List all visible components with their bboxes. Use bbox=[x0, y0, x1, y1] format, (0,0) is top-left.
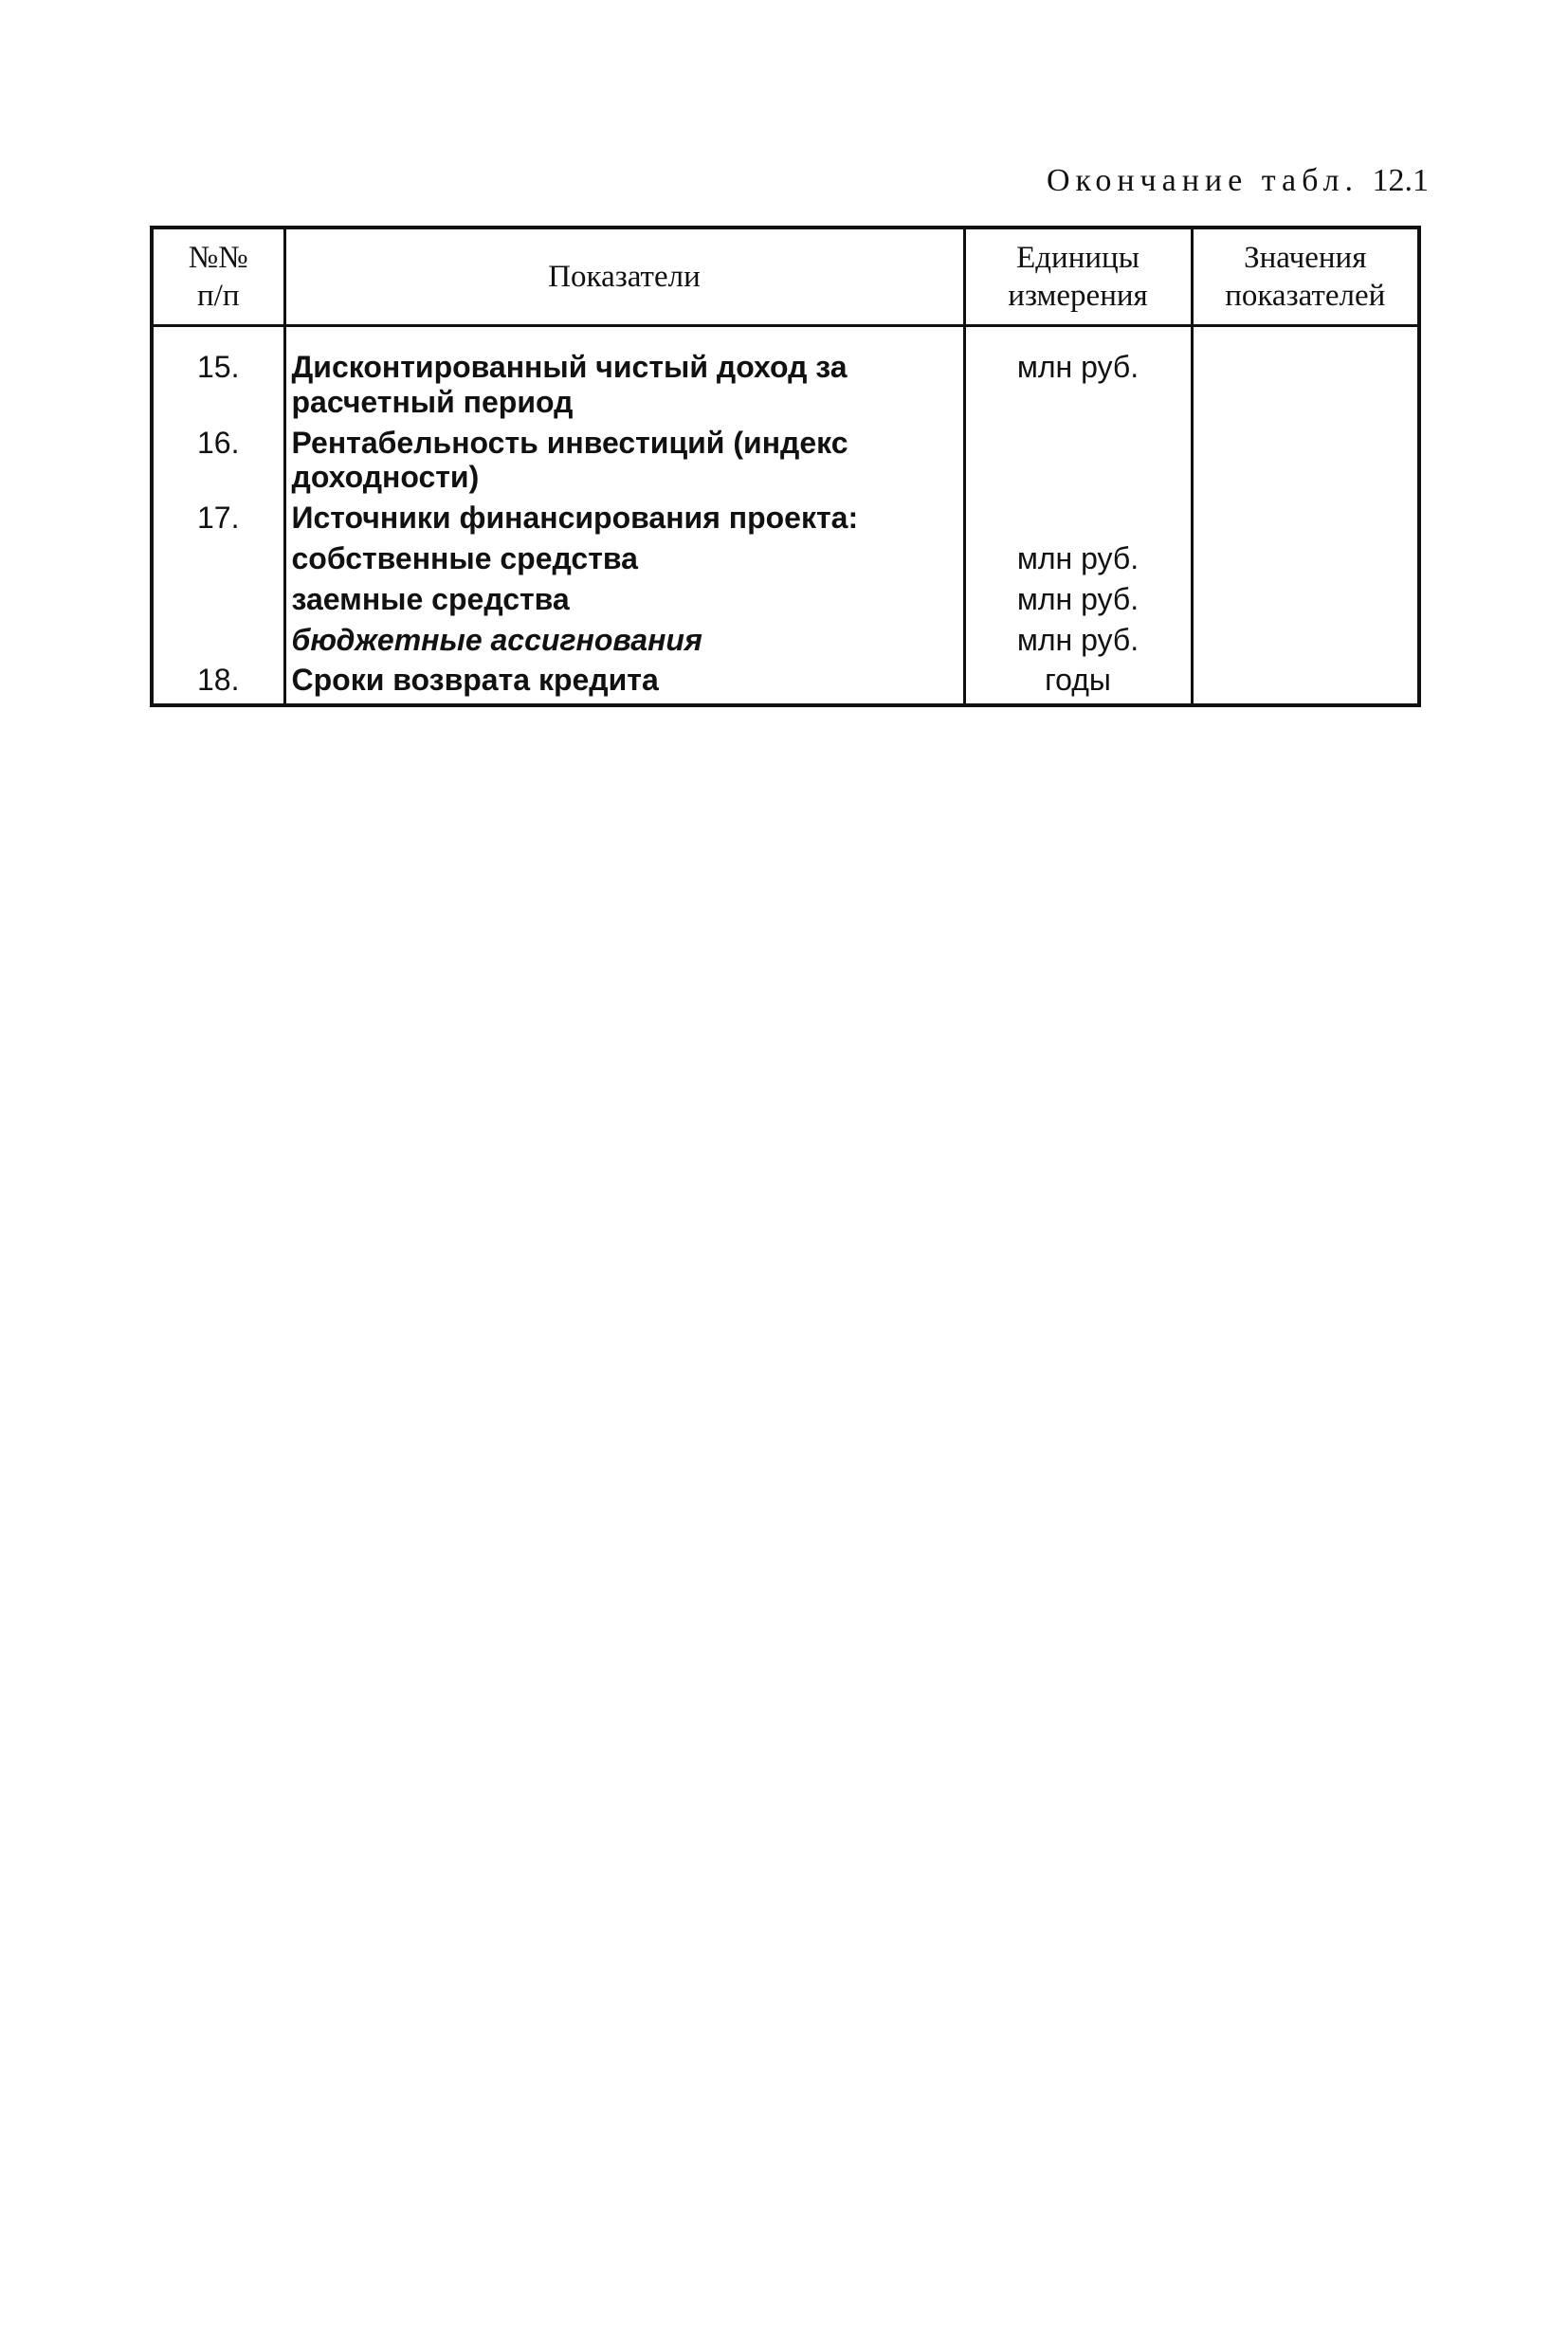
row-number bbox=[152, 620, 284, 661]
row-unit: млн руб. bbox=[964, 620, 1192, 661]
caption-number: 12.1 bbox=[1372, 163, 1429, 198]
row-indicator: заемные средства bbox=[284, 579, 964, 620]
table-row bbox=[152, 538, 1419, 579]
row-indicator: собственные средства bbox=[284, 538, 964, 579]
header-value-line2: показателей bbox=[1225, 279, 1386, 313]
row-value bbox=[1192, 538, 1419, 579]
table-row bbox=[152, 620, 1419, 661]
row-number bbox=[152, 579, 284, 620]
indicators-table bbox=[150, 226, 1421, 707]
row-unit: млн руб. bbox=[964, 538, 1192, 579]
header-name: Показатели bbox=[284, 228, 964, 326]
table-caption bbox=[1047, 163, 1429, 199]
row-indicator: Источники финансирования проекта: bbox=[284, 498, 964, 538]
header-value-line1: Значения bbox=[1244, 240, 1367, 275]
row-indicator: бюджетные ассигнования bbox=[284, 620, 964, 661]
table-row bbox=[152, 579, 1419, 620]
row-unit: годы bbox=[964, 660, 1192, 705]
header-unit-line1: Единицы bbox=[1016, 240, 1140, 275]
header-unit-line2: измерения bbox=[1008, 279, 1148, 313]
row-unit bbox=[964, 498, 1192, 538]
row-number: 17. bbox=[152, 498, 284, 538]
row-indicator: Сроки возврата кредита bbox=[284, 660, 964, 705]
row-value bbox=[1192, 423, 1419, 499]
table-row bbox=[152, 660, 1419, 705]
row-value bbox=[1192, 498, 1419, 538]
caption-text: Окончание табл. bbox=[1047, 163, 1358, 198]
header-num-line2: п/п bbox=[197, 279, 240, 313]
row-indicator: Рентабельность инвестиций (индекс доходности) bbox=[284, 423, 964, 499]
header-num bbox=[152, 228, 284, 326]
row-value bbox=[1192, 326, 1419, 423]
row-number bbox=[152, 538, 284, 579]
row-number: 15. bbox=[152, 326, 284, 423]
row-unit: млн руб. bbox=[964, 326, 1192, 423]
header-num-line1: №№ bbox=[188, 240, 248, 275]
row-unit bbox=[964, 423, 1192, 499]
table-row bbox=[152, 498, 1419, 538]
header-unit bbox=[964, 228, 1192, 326]
header-value bbox=[1192, 228, 1419, 326]
row-indicator: Дисконтированный чистый доход за расчетный период bbox=[284, 326, 964, 423]
row-value bbox=[1192, 579, 1419, 620]
row-number: 16. bbox=[152, 423, 284, 499]
table-row bbox=[152, 423, 1419, 499]
row-value bbox=[1192, 620, 1419, 661]
table-body bbox=[152, 326, 1419, 706]
row-number: 18. bbox=[152, 660, 284, 705]
table-row bbox=[152, 326, 1419, 423]
row-unit: млн руб. bbox=[964, 579, 1192, 620]
row-value bbox=[1192, 660, 1419, 705]
table-header-row bbox=[152, 228, 1419, 326]
